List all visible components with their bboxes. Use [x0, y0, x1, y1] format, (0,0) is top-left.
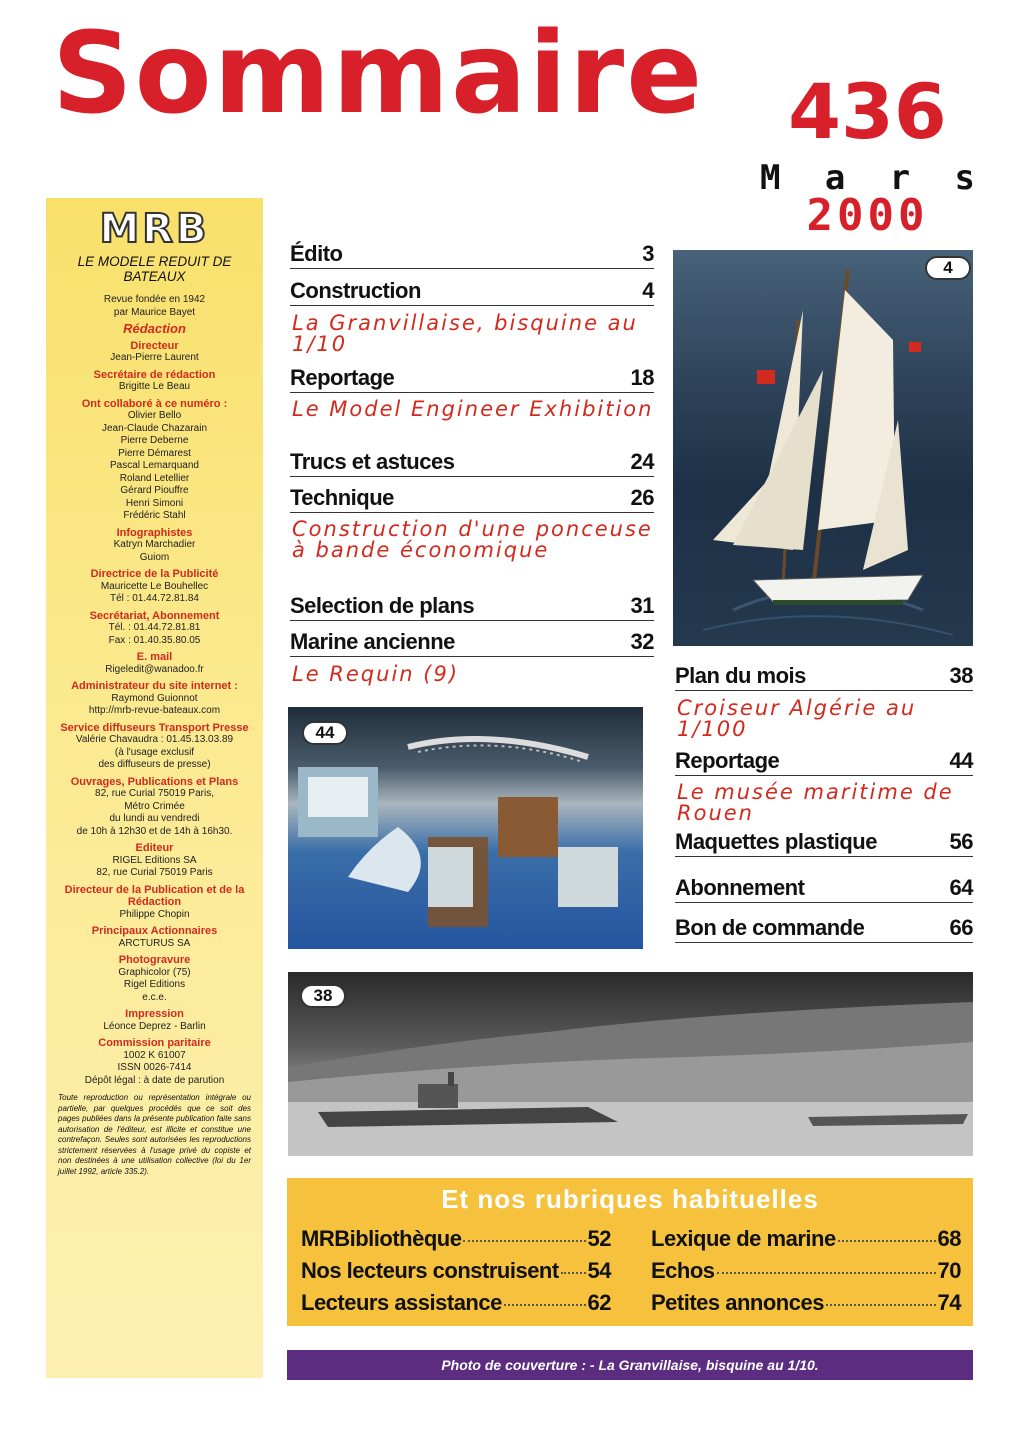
masthead-line: Pascal Lemarquand — [110, 460, 199, 471]
toc-page: 26 — [630, 485, 654, 510]
leader-dots — [463, 1240, 585, 1242]
masthead-line: Olivier Bello — [127, 410, 182, 421]
page-badge-4: 4 — [925, 256, 971, 280]
masthead-line: 1002 K 61007 — [123, 1049, 186, 1061]
founded-text: Revue fondée en 1942 — [103, 294, 206, 305]
leader-dots — [561, 1272, 586, 1274]
masthead-heading: Secrétariat, Abonnement — [89, 609, 220, 622]
toc-page: 38 — [949, 663, 973, 688]
masthead-line: Valérie Chavaudra : 01.45.13.03.89 — [75, 734, 234, 745]
masthead-line: Gérard Piouffre — [120, 485, 189, 496]
toc-page: 32 — [630, 629, 654, 654]
toc-label: Selection de plans — [290, 593, 475, 618]
regular-section-page: 54 — [587, 1258, 611, 1283]
masthead-heading: Directeur de la Publication et de la Rédaction — [64, 883, 245, 908]
masthead-line: Tél : 01.44.72.81.84 — [110, 593, 199, 604]
regular-section-page: 68 — [937, 1226, 961, 1251]
masthead-heading: Ont collaboré à ce numéro : — [81, 397, 228, 410]
masthead-line: Brigitte Le Beau — [118, 381, 191, 392]
mrb-logo: MRB — [99, 206, 210, 252]
regular-section-label: Nos lecteurs construisent — [301, 1258, 559, 1283]
regular-section-label: Lexique de marine — [651, 1226, 836, 1251]
toc-entry — [290, 240, 654, 269]
page-badge-44: 44 — [302, 721, 348, 745]
toc-label: Plan du mois — [675, 663, 806, 688]
toc-page: 3 — [642, 241, 654, 266]
magazine-subtitle: LE MODELE REDUIT DE BATEAUX — [77, 254, 232, 284]
regular-sections-title: Et nos rubriques habituelles — [441, 1184, 819, 1214]
masthead-line: Graphicolor (75) — [118, 966, 191, 978]
leader-dots — [717, 1272, 936, 1274]
toc-entry — [290, 592, 654, 621]
toc-label: Maquettes plastique — [675, 829, 877, 854]
masthead-line: e.c.e. — [142, 991, 167, 1003]
regular-section-item — [301, 1224, 611, 1254]
regular-section-item — [651, 1288, 961, 1318]
museum-photo — [288, 707, 643, 949]
masthead-line: Tél. : 01.44.72.81.81 — [108, 622, 201, 633]
regular-section-label: MRBibliothèque — [301, 1226, 462, 1251]
masthead-line: ISSN 0026-7414 — [117, 1062, 192, 1073]
regular-section-item — [651, 1224, 961, 1254]
page-badge-38: 38 — [300, 984, 346, 1008]
issue-year: 2000 — [806, 190, 929, 241]
toc-entry — [675, 914, 973, 943]
masthead-heading: E. mail — [136, 651, 173, 663]
regular-sections-box — [287, 1178, 973, 1326]
regular-sections-list — [301, 1224, 961, 1318]
regular-section-page: 52 — [587, 1226, 611, 1251]
toc-subtitle: La Granvillaise, bisquine au 1/10 — [292, 311, 638, 356]
masthead-sections — [52, 340, 257, 1088]
masthead-line: http://mrb-revue-bateaux.com — [88, 705, 221, 716]
regular-section-item — [301, 1256, 611, 1286]
leader-dots — [826, 1304, 936, 1306]
masthead-line: Mauricette Le Bouhellec — [100, 580, 209, 592]
masthead-line: Pierre Démarest — [118, 447, 191, 459]
toc-entry — [675, 828, 973, 857]
masthead-heading: Impression — [125, 1008, 184, 1020]
masthead-line: Dépôt légal : à date de parution — [84, 1074, 225, 1086]
masthead-sidebar — [46, 198, 263, 1378]
toc-page: 4 — [642, 278, 654, 303]
issue-number: 436 — [788, 67, 947, 156]
masthead-line: ARCTURUS SA — [118, 937, 191, 949]
regular-section-label: Petites annonces — [651, 1290, 824, 1315]
boat-photo — [673, 250, 973, 646]
masthead-heading: Directrice de la Publicité — [90, 568, 219, 580]
toc-entry — [290, 484, 654, 513]
toc-entry — [290, 628, 654, 657]
masthead-line: Roland Letellier — [119, 472, 190, 484]
regular-section-label: Lecteurs assistance — [301, 1290, 502, 1315]
masthead-line: Léonce Deprez - Barlin — [103, 1020, 206, 1032]
leader-dots — [838, 1240, 936, 1242]
regular-section-item — [301, 1288, 611, 1318]
masthead-line: (à l'usage exclusif — [114, 746, 195, 758]
toc-subtitle: Le musée maritime de Rouen — [677, 780, 954, 825]
masthead-line: Fax : 01.40.35.80.05 — [108, 634, 201, 646]
toc-page: 44 — [949, 748, 973, 773]
toc-subtitle: Construction d'une ponceuse à bande économique — [292, 517, 653, 562]
legal-notice: Toute reproduction ou représentation intégrale ou partielle, par quelques procédés que ce soit des pages publiées dans la présente publication faite sans autorisation de l'éditeur, est illicite et constitue une contrefaçon. Seules sont autorisées les reproductions strictement réservées à l'usage privé du copiste et non destinées à une utilisation collective (loi du 1er juillet 1992, article 335.2). — [58, 1093, 251, 1176]
month-letter: s — [954, 158, 975, 198]
masthead-line: Rigeledit@wanadoo.fr — [105, 663, 204, 675]
month-letter: a — [824, 158, 846, 198]
leader-dots — [504, 1304, 586, 1306]
masthead-line: Raymond Guionnot — [111, 692, 198, 704]
toc-page: 24 — [630, 449, 654, 474]
masthead-line: Henri Simoni — [125, 497, 184, 509]
page-title: Sommaire — [52, 9, 705, 139]
toc-entry — [290, 364, 654, 393]
toc-page: 31 — [630, 593, 654, 618]
toc-subtitle: Le Requin (9) — [292, 662, 460, 686]
masthead-heading: Editeur — [135, 842, 174, 854]
masthead-line: 82, rue Curial 75019 Paris — [96, 867, 213, 878]
masthead-line: Pierre Deberne — [120, 435, 189, 446]
masthead-heading: Infographistes — [116, 526, 193, 539]
regular-section-label: Echos — [651, 1258, 715, 1283]
masthead-line: Katryn Marchadier — [113, 539, 196, 550]
toc-subtitle: Croiseur Algérie au 1/100 — [677, 696, 917, 741]
toc-page: 18 — [630, 365, 654, 390]
masthead-heading: Principaux Actionnaires — [91, 925, 218, 937]
masthead-heading: Photogravure — [118, 954, 191, 966]
regular-section-page: 70 — [937, 1258, 961, 1283]
month-letter: r — [889, 158, 911, 198]
toc-page: 64 — [949, 875, 973, 900]
masthead-line: du lundi au vendredi — [109, 813, 200, 824]
masthead-heading: Ouvrages, Publications et Plans — [70, 775, 239, 788]
toc-page: 56 — [949, 829, 973, 854]
toc-label: Édito — [290, 241, 343, 266]
masthead-line: Frédéric Stahl — [123, 510, 186, 521]
masthead-line: 82, rue Curial 75019 Paris, — [95, 788, 214, 799]
masthead-heading: Directeur — [130, 339, 179, 352]
toc-entry — [675, 874, 973, 903]
masthead-heading: Secrétaire de rédaction — [93, 368, 216, 381]
toc-label: Reportage — [675, 748, 780, 773]
regular-section-item — [651, 1256, 961, 1286]
cover-photo-credit: Photo de couverture : - La Granvillaise, bisquine au 1/10. — [287, 1350, 973, 1380]
toc-label: Bon de commande — [675, 915, 865, 940]
regular-section-page: 62 — [587, 1290, 611, 1315]
toc-label: Marine ancienne — [290, 629, 455, 654]
toc-label: Reportage — [290, 365, 395, 390]
toc-subtitle: Le Model Engineer Exhibition — [292, 397, 654, 421]
toc-page: 66 — [949, 915, 973, 940]
masthead-heading: Service diffuseurs Transport Presse — [60, 721, 249, 734]
toc-label: Abonnement — [675, 875, 805, 900]
redaction-heading: Rédaction — [123, 321, 186, 336]
masthead-line: des diffuseurs de presse) — [98, 759, 211, 770]
toc-entry — [675, 662, 973, 691]
sailboat-illustration — [673, 250, 973, 646]
toc-label: Construction — [290, 278, 421, 303]
harbor-illustration — [288, 972, 973, 1156]
masthead-line: Philippe Chopin — [119, 908, 190, 920]
toc-label: Trucs et astuces — [290, 449, 455, 474]
masthead-line: Rigel Editions — [123, 979, 186, 990]
harbor-photo — [288, 972, 973, 1156]
toc-entry — [675, 747, 973, 776]
masthead-heading: Administrateur du site internet : — [71, 680, 238, 692]
regular-section-page: 74 — [937, 1290, 961, 1315]
month-letter: M — [760, 158, 781, 198]
toc-entry — [290, 277, 654, 306]
founder-text: par Maurice Bayet — [113, 306, 196, 318]
masthead-line: Guiom — [139, 551, 170, 563]
masthead-line: de 10h à 12h30 et de 14h à 16h30. — [76, 825, 233, 837]
masthead-heading: Commission paritaire — [98, 1037, 211, 1049]
masthead-line: Métro Crimée — [124, 800, 185, 812]
toc-label: Technique — [290, 485, 394, 510]
masthead-line: RIGEL Editions SA — [112, 854, 197, 866]
masthead-line: Jean-Claude Chazarain — [101, 422, 208, 434]
toc-entry — [290, 448, 654, 477]
masthead-line: Jean-Pierre Laurent — [110, 352, 199, 363]
